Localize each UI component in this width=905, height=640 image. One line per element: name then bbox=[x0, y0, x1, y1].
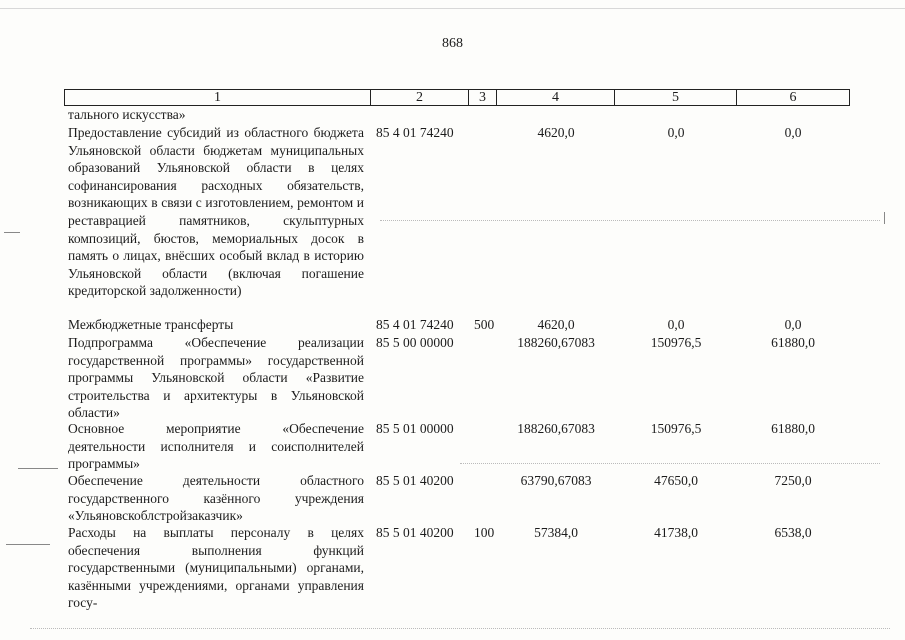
header-col-6: 6 bbox=[789, 90, 797, 105]
row-description: Подпрограмма «Обеспечение реализации государственной программы» государственной программы Ульяновской области «Развитие строительства и архитектуры в Ульяновской области» bbox=[68, 335, 364, 421]
header-col-3: 3 bbox=[469, 90, 497, 105]
row-value-col4: 4620,0 bbox=[537, 317, 575, 332]
row-description: Межбюджетные трансферты bbox=[68, 317, 234, 332]
row-description: Обеспечение деятельности областного государственного казённого учреждения «Ульяновскоблстройзаказчик» bbox=[68, 473, 364, 524]
row-code: 85 5 00 00000 bbox=[376, 335, 454, 350]
row-value-col4: 63790,67083 bbox=[520, 473, 592, 488]
row-value-col6: 61880,0 bbox=[771, 335, 815, 350]
row-description: Предоставление субсидий из областного бюджета Ульяновской области бюджетам муниципальных образований Ульяновской области в целях софинансирования расходных обязательств, возникающих в связи с изготовлением, ремонтом и реставрацией памятников, скульптурных композиций, бюстов, мемориальных досок в память о лицах, внёсших особый вклад в историю Ульяновской области (включая погашение кредиторской задолженности) bbox=[68, 125, 364, 299]
row-value-col5: 0,0 bbox=[667, 125, 685, 140]
row-value-col5: 150976,5 bbox=[650, 421, 702, 436]
scan-mark bbox=[6, 544, 50, 545]
scan-mark bbox=[18, 468, 58, 469]
row-expense-type: 100 bbox=[474, 525, 495, 540]
row-code: 85 5 01 00000 bbox=[376, 421, 454, 436]
row-value-col6: 6538,0 bbox=[774, 525, 812, 540]
scan-mark bbox=[4, 232, 20, 233]
header-col-5: 5 bbox=[615, 90, 737, 105]
row-value-col4: 4620,0 bbox=[537, 125, 575, 140]
row-description: тального искусства» bbox=[68, 107, 186, 122]
row-code: 85 5 01 40200 bbox=[376, 473, 454, 488]
table-header bbox=[64, 89, 850, 106]
header-col-4: 4 bbox=[497, 90, 615, 105]
scan-edge-line bbox=[0, 8, 905, 9]
scan-mark bbox=[884, 212, 885, 224]
row-value-col4: 57384,0 bbox=[534, 525, 578, 540]
row-value-col4: 188260,67083 bbox=[517, 421, 595, 436]
row-description: Расходы на выплаты персоналу в целях обеспечения выполнения функций государственными (муниципальными) органами, казёнными учреждениями, органами управления госу- bbox=[68, 525, 364, 611]
row-value-col5: 41738,0 bbox=[654, 525, 698, 540]
header-col-2: 2 bbox=[371, 90, 469, 105]
row-description: Основное мероприятие «Обеспечение деятельности исполнителя и соисполнителей программы» bbox=[68, 421, 364, 472]
row-code: 85 5 01 40200 bbox=[376, 525, 454, 540]
row-value-col6: 7250,0 bbox=[774, 473, 812, 488]
row-value-col5: 47650,0 bbox=[654, 473, 698, 488]
header-col-1: 1 bbox=[65, 90, 371, 105]
scan-dots bbox=[30, 628, 890, 630]
row-code: 85 4 01 74240 bbox=[376, 125, 454, 140]
scan-dots bbox=[380, 220, 880, 222]
row-value-col5: 0,0 bbox=[667, 317, 685, 332]
row-value-col4: 188260,67083 bbox=[517, 335, 595, 350]
row-value-col6: 61880,0 bbox=[771, 421, 815, 436]
row-code: 85 4 01 74240 bbox=[376, 317, 454, 332]
row-value-col5: 150976,5 bbox=[650, 335, 702, 350]
row-value-col6: 0,0 bbox=[784, 125, 802, 140]
row-expense-type: 500 bbox=[474, 317, 495, 332]
scan-dots bbox=[460, 463, 880, 465]
page-number: 868 bbox=[442, 36, 463, 51]
row-value-col6: 0,0 bbox=[784, 317, 802, 332]
